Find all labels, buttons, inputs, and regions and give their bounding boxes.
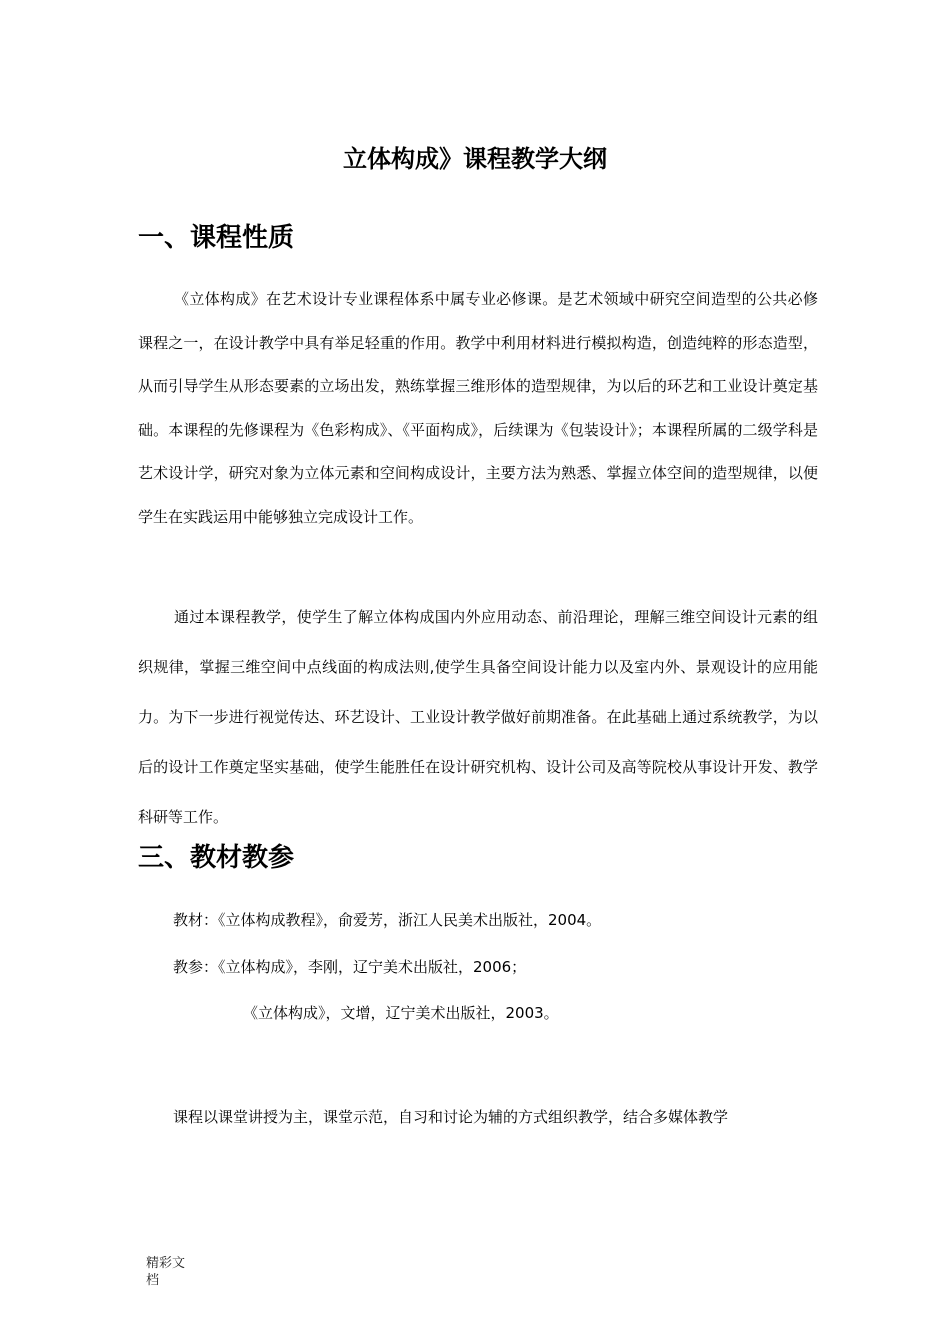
footer-watermark-text: 精彩文档 <box>146 1256 186 1288</box>
paragraph-course-goals: 通过本课程教学，使学生了解立体构成国内外应用动态、前沿理论，理解三维空间设计元素的组织规律，掌握三维空间中点线面的构成法则,使学生具备空间设计能力以及室内外、景观设计的应用能力。为下一步进行视觉传达、环艺设计、工业设计教学做好前期准备。在此基础上通过系统教学，为以后的设计工作奠定坚实基础，使学生能胜任在设计研究机构、设计公司及高等院校从事设计开发、教学科研等工作。 <box>138 608 818 826</box>
reference-supplementary-2: 《立体构成》，文增，辽宁美术出版社，2003。 <box>243 1004 559 1022</box>
paragraph-teaching-method: 课程以课堂讲授为主，课堂示范，自习和讨论为辅的方式组织教学，结合多媒体教学 <box>173 1108 729 1126</box>
reference-supplementary-1: 教参：《立体构成》，李刚，辽宁美术出版社，2006； <box>173 958 527 976</box>
paragraph-course-nature: 《立体构成》在艺术设计专业课程体系中属专业必修课。是艺术领域中研究空间造型的公共必修课程之一，在设计教学中具有举足轻重的作用。教学中利用材料进行模拟构造，创造纯粹的形态造型，从而引导学生从形态要素的立场出发，熟练掌握三维形体的造型规律，为以后的环艺和工业设计奠定基础。本课程的先修课程为《色彩构成》、《平面构成》，后续课为《包装设计》；本课程所属的二级学科是艺术设计学，研究对象为立体元素和空间构成设计，主要方法为熟悉、掌握立体空间的造型规律，以便学生在实践运用中能够独立完成设计工作。 <box>138 290 818 526</box>
reference-textbook: 教材：《立体构成教程》，俞爱芳，浙江人民美术出版社，2004。 <box>173 911 602 929</box>
document-title: 立体构成》课程教学大纲 <box>343 145 607 173</box>
section-heading-textbooks: 三、教材教参 <box>138 843 295 873</box>
section-heading-course-nature: 一、课程性质 <box>138 223 295 253</box>
